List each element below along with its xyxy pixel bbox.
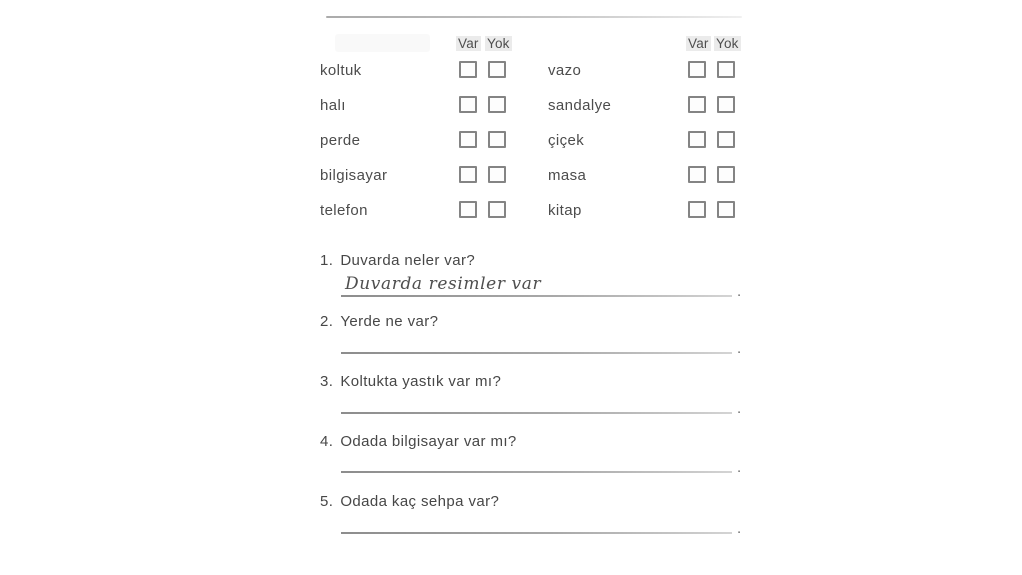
question-3-number: 3. (320, 373, 334, 390)
question-4-number: 4. (320, 433, 334, 450)
item-label-vazo: vazo (548, 62, 582, 79)
var-header-right: Var (688, 36, 709, 51)
question-3 (320, 373, 501, 390)
question-2-text: Yerde ne var? (340, 313, 439, 330)
checkbox-yok-kitap[interactable] (717, 201, 735, 218)
checkbox-yok-bilgisayar[interactable] (488, 166, 506, 183)
checkbox-var-perde[interactable] (459, 131, 477, 148)
scan-artifact-smudge (335, 34, 430, 52)
checkbox-var-hali[interactable] (459, 96, 477, 113)
question-2-number: 2. (320, 313, 334, 330)
checkbox-yok-vazo[interactable] (717, 61, 735, 78)
checkbox-yok-telefon[interactable] (488, 201, 506, 218)
question-5 (320, 493, 499, 510)
checkbox-var-cicek[interactable] (688, 131, 706, 148)
item-label-cicek: çiçek (548, 132, 585, 149)
question-4 (320, 433, 517, 450)
question-1-number: 1. (320, 252, 334, 269)
item-label-telefon: telefon (320, 202, 368, 219)
checkbox-yok-koltuk[interactable] (488, 61, 506, 78)
question-4-answer-line[interactable] (341, 471, 732, 473)
item-label-kitap: kitap (548, 202, 582, 219)
scan-artifact-top-line (326, 16, 742, 18)
checkbox-yok-perde[interactable] (488, 131, 506, 148)
question-2-answer-line[interactable] (341, 352, 732, 354)
question-3-text: Koltukta yastık var mı? (340, 373, 502, 390)
checkbox-var-telefon[interactable] (459, 201, 477, 218)
question-1-text: Duvarda neler var? (340, 252, 476, 269)
yok-header-left: Yok (487, 36, 510, 51)
checkbox-var-koltuk[interactable] (459, 61, 477, 78)
checkbox-yok-hali[interactable] (488, 96, 506, 113)
item-label-koltuk: koltuk (320, 62, 362, 79)
question-5-answer-line[interactable] (341, 532, 732, 534)
question-3-line-period: . (737, 400, 742, 417)
question-5-text: Odada kaç sehpa var? (340, 493, 500, 510)
item-label-hali: halı (320, 97, 346, 114)
question-1-line-period: . (737, 283, 742, 300)
question-5-line-period: . (737, 520, 742, 537)
question-2 (320, 313, 438, 330)
var-header-left: Var (458, 36, 479, 51)
checkbox-var-vazo[interactable] (688, 61, 706, 78)
yok-header-right: Yok (716, 36, 739, 51)
question-4-line-period: . (737, 459, 742, 476)
question-1-answer-text: Duvarda resimler var (345, 274, 542, 294)
item-label-bilgisayar: bilgisayar (320, 167, 388, 184)
checkbox-var-kitap[interactable] (688, 201, 706, 218)
checkbox-yok-cicek[interactable] (717, 131, 735, 148)
item-label-masa: masa (548, 167, 587, 184)
checkbox-var-bilgisayar[interactable] (459, 166, 477, 183)
question-1-answer-line[interactable] (341, 295, 732, 297)
question-5-number: 5. (320, 493, 334, 510)
question-3-answer-line[interactable] (341, 412, 732, 414)
item-label-sandalye: sandalye (548, 97, 612, 114)
question-1 (320, 252, 475, 269)
item-label-perde: perde (320, 132, 361, 149)
checkbox-var-masa[interactable] (688, 166, 706, 183)
question-2-line-period: . (737, 340, 742, 357)
checkbox-yok-masa[interactable] (717, 166, 735, 183)
question-4-text: Odada bilgisayar var mı? (340, 433, 517, 450)
checkbox-yok-sandalye[interactable] (717, 96, 735, 113)
checkbox-var-sandalye[interactable] (688, 96, 706, 113)
